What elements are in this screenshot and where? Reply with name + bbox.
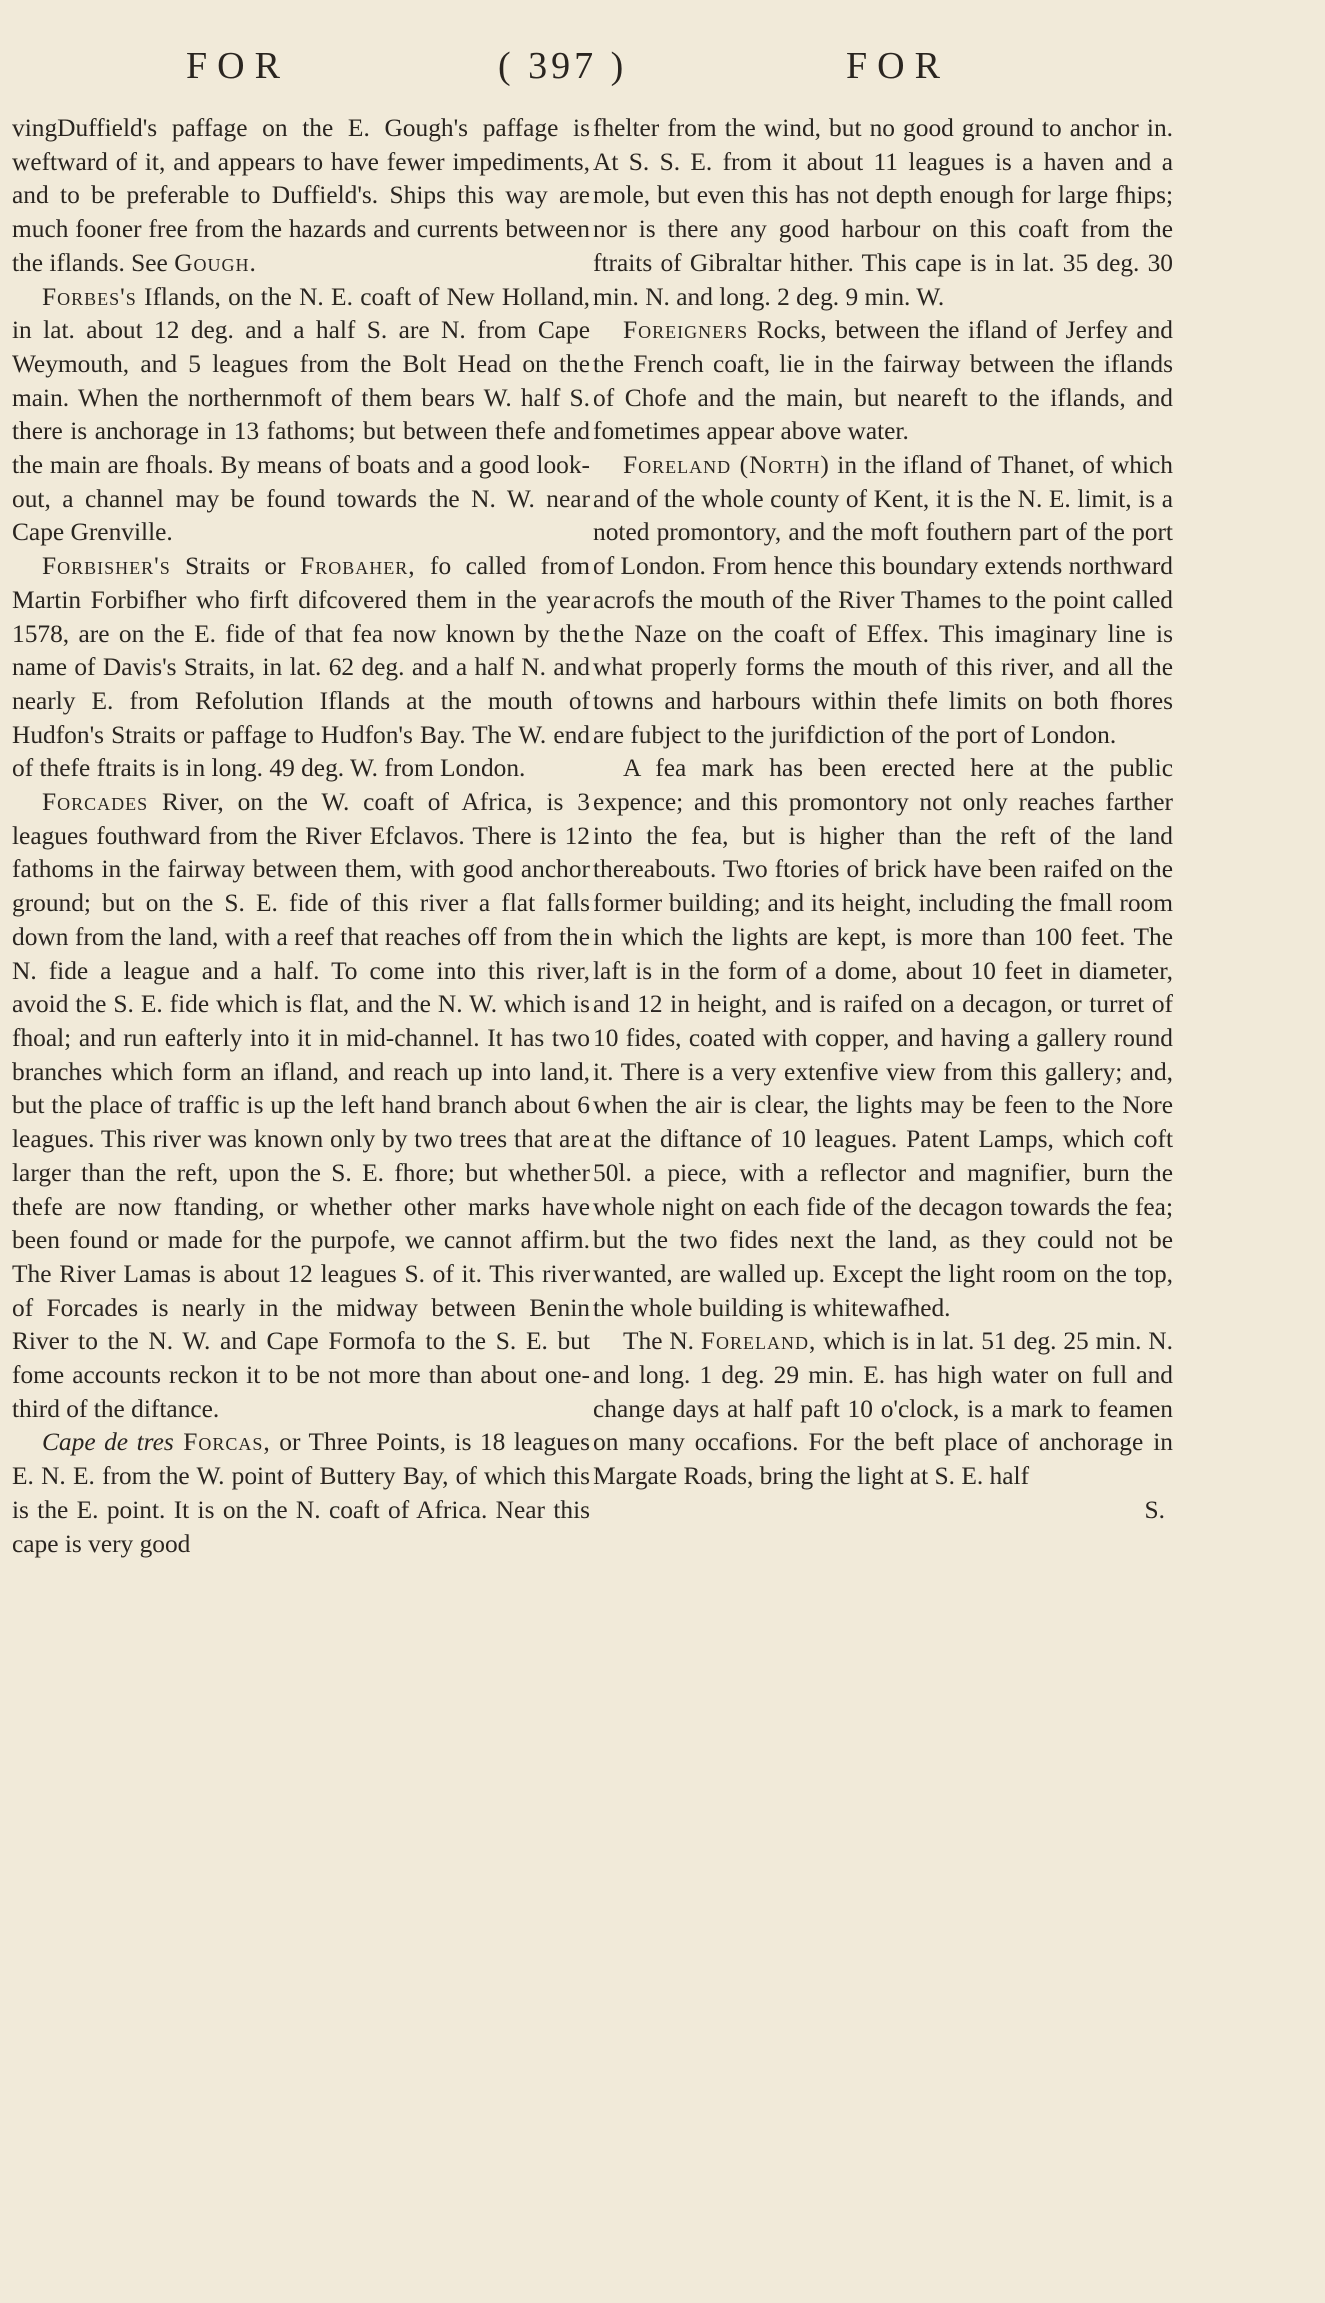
entry-sea-mark: A fea mark has been erected here at the public expence; and this promontory not only reaches farther into the fea, but is higher than the reft of the land thereabouts. Two ftories of brick have been raifed on the former building; and its height, including the fmall room in which the lights are kept, is more than 100 feet. The laft is in the form of a dome, about 10 feet in diameter, and 12 in height, and is raifed on a decagon, or turret of 10 fides, coated with copper, and having a gallery round it. There is a very extenfive view from this gallery; and, when the air is clear, the lights may be feen to the Nore at the diftance of 10 leagues. Patent Lamps, which coft 50l. a piece, with a reflector and magnifier, burn the whole night on each fide of the decagon towards the fea; but the two fides next the land, as they could not be wanted, are walled up. Except the light room on the top, the whole building is whitewafhed. bbox=[593, 754, 1173, 1322]
entry-forbisher-straits: Forbisher's Straits or Frobaher, fo called from Martin Forbifher who firft difcovered them in the year 1578, are on the E. fide of that fea now known by the name of Davis's Straits, in lat. 62 deg. and a half N. and nearly E. from Refolution Iflands at the mouth of Hudfon's Straits or paffage to Hudfon's Bay. The W. end of thefe ftraits is in long. 49 deg. W. from London. bbox=[12, 552, 590, 783]
entry-forbes-islands: Forbes's Iflands, on the N. E. coaft of New Holland, in lat. about 12 deg. and a half S. are N. from Cape Weymouth, and 5 leagues from the Bolt Head on the main. When the northernmoft of them bears W. half S. there is anchorage in 13 fathoms; but between thefe and the main are fhoals. By means of boats and a good look-out, a channel may be found towards the N. W. near Cape Grenville. bbox=[12, 282, 590, 547]
entry-headword: Forbisher's bbox=[42, 552, 171, 581]
entry-headword: Foreigners bbox=[623, 316, 749, 345]
entry-foreigners-rocks: Foreigners Rocks, between the ifland of Jerfey and the French coaft, lie in the fairway between the iflands of Chofe and the main, but neareft to the iflands, and fometimes appear above water. bbox=[593, 316, 1173, 446]
entry-cape-forcas: Cape de tres Forcas, or Three Points, is 18 leagues E. N. E. from the W. point of Buttery Bay, of which this is the E. point. It is on the N. coaft of Africa. Near this cape is very good bbox=[12, 1428, 590, 1558]
entry-north-foreland: The N. Foreland, which is in lat. 51 deg. 25 min. N. and long. 1 deg. 29 min. E. has high water on full and change days at half paft 10 o'clock, is a mark to feamen on many occafions. For the beft place of anchorage in Margate Roads, bring the light at S. E. half bbox=[593, 1327, 1173, 1491]
entry-foreland-north: Foreland (North) in the ifland of Thanet, of which and of the whole county of Kent, it is the N. E. limit, is a noted promontory, and the moft fouthern part of the port of London. From hence this boundary extends northward acrofs the mouth of the River Thames to the point called the Naze on the coaft of Effex. This imaginary line is what properly forms the mouth of this river, and all the towns and harbours within thefe limits on both fhores are fubject to the jurifdiction of the port of London. bbox=[593, 451, 1173, 749]
running-header bbox=[0, 44, 1325, 94]
entry-headword: Foreland (North) bbox=[623, 451, 830, 480]
right-column bbox=[593, 112, 1173, 1528]
entry-headword: Forcades bbox=[42, 788, 149, 817]
header-right-word: FOR bbox=[846, 45, 950, 87]
header-left-word: FOR bbox=[186, 45, 290, 87]
left-column bbox=[12, 112, 590, 1561]
entry-headword: Foreland, bbox=[700, 1327, 817, 1356]
entry-italic-prefix: Cape de tres bbox=[42, 1428, 174, 1457]
page-number: ( 397 ) bbox=[498, 45, 628, 87]
entry-forcades-river: Forcades River, on the W. coaft of Africa, is 3 leagues fouthward from the River Efclavos. There is 12 fathoms in the fairway between them, with good anchor ground; but on the S. E. fide of this river a flat falls down from the land, with a reef that reaches off from the N. fide a league and a half. To come into this river, avoid the S. E. fide which is flat, and the N. W. which is fhoal; and run eafterly into it in mid-channel. It has two branches which form an ifland, and reach up into land, but the place of traffic is up the left hand branch about 6 leagues. This river was known only by two trees that are larger than the reft, upon the S. E. fhore; but whether thefe are now ftanding, or whether other marks have been found or made for the purpofe, we cannot affirm. The River Lamas is about 12 leagues S. of it. This river of Forcades is nearly in the midway between Benin River to the N. W. and Cape Formofa to the S. E. but fome accounts reckon it to be not more than about one-third of the diftance. bbox=[12, 788, 590, 1423]
cross-reference: Gough. bbox=[174, 248, 257, 277]
entry-headword: Forcas, bbox=[173, 1428, 271, 1457]
entry-headword: Forbes's bbox=[42, 282, 137, 311]
entry-headword-alt: Frobaher, bbox=[300, 552, 416, 581]
entry-cape-forcas-continuation: fhelter from the wind, but no good ground to anchor in. At S. S. E. from it about 11 leagues is a haven and a mole, but even this has not depth enough for large fhips; nor is there any good harbour on this coaft from the ftraits of Gibraltar hither. This cape is in lat. 35 deg. 30 min. N. and long. 2 deg. 9 min. W. bbox=[593, 114, 1173, 311]
entry-duffield-continuation: vingDuffield's paffage on the E. Gough's paffage is weftward of it, and appears to have fewer impediments, and to be preferable to Duffield's. Ships this way are much fooner free from the hazards and currents between the iflands. See Gough. bbox=[12, 114, 590, 277]
catchword: S. bbox=[1144, 1495, 1165, 1524]
